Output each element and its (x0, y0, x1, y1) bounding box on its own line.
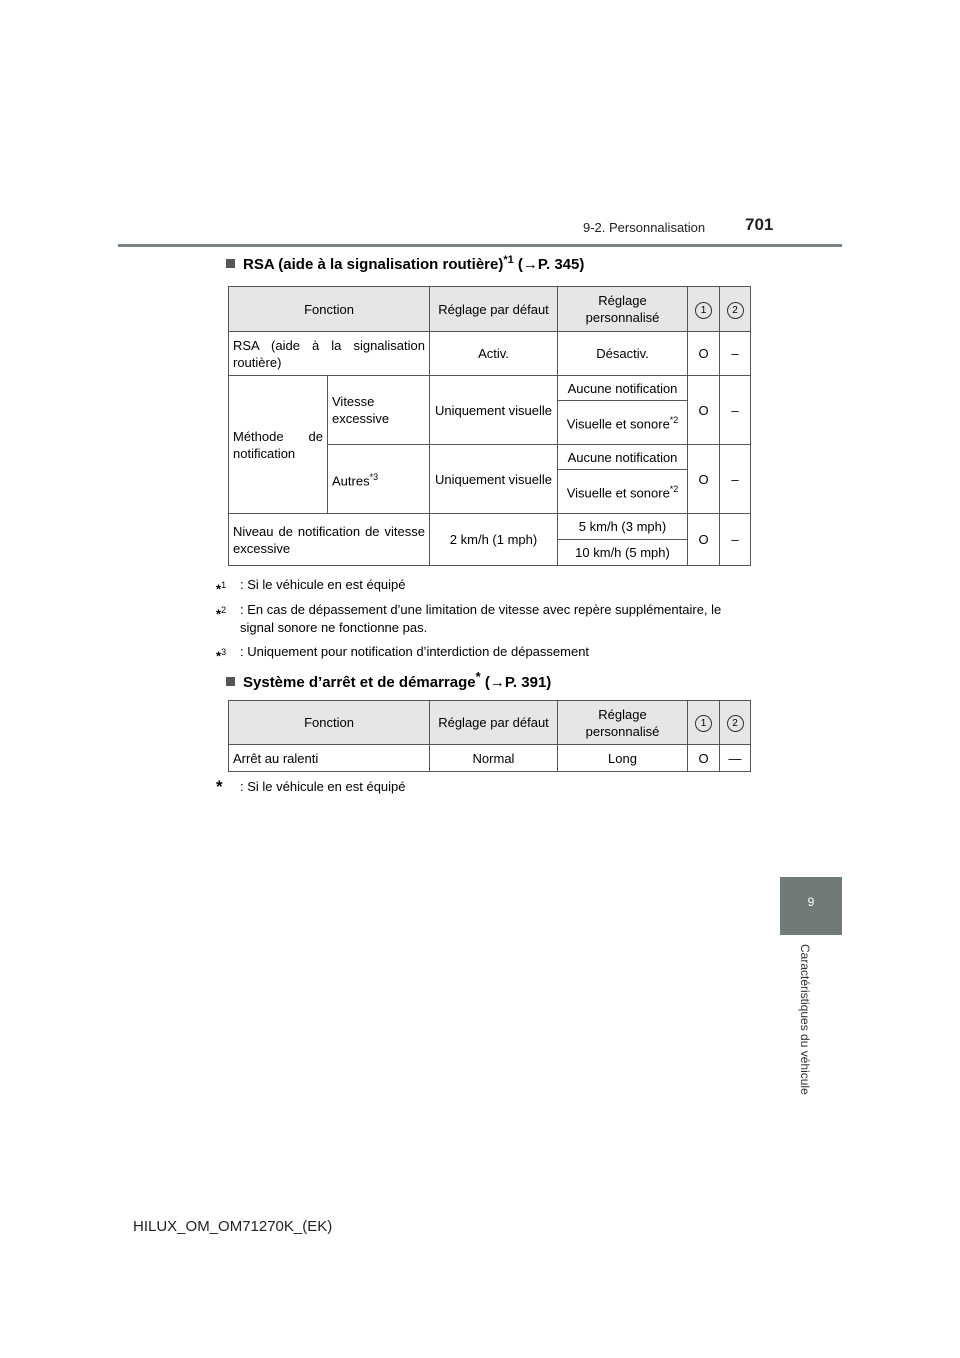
cell-rsa-default: Activ. (430, 332, 558, 376)
cell-other-c1: O (688, 445, 720, 514)
col-custom: Réglage personnalisé (558, 701, 688, 745)
cell-rsa-c1: O (688, 332, 720, 376)
document-code: HILUX_OM_OM71270K_(EK) (133, 1218, 333, 1235)
cell-other-c2: – (720, 445, 751, 514)
cell-rsa-custom: Désactiv. (558, 332, 688, 376)
circled-1-icon: 1 (695, 302, 712, 319)
footnote-mark: *3 (369, 471, 379, 482)
chapter-number: 9 (807, 895, 815, 909)
circled-1-icon: 1 (695, 715, 712, 732)
page-reference-link[interactable]: (→P. 391) (484, 674, 552, 691)
cell-method-label: Méthode de notification (229, 376, 328, 514)
cell-idle-label: Arrêt au ralenti (229, 745, 430, 772)
col-custom: Réglage personnalisé (558, 287, 688, 332)
page-number: 701 (745, 215, 774, 234)
cell-idle-c2: — (720, 745, 751, 772)
header-divider (118, 244, 842, 247)
circled-2-icon: 2 (727, 302, 744, 319)
footnote-mark: *2 (669, 415, 679, 426)
square-bullet-icon (226, 259, 235, 268)
cell-speed-default: Uniquement visuelle (430, 376, 558, 445)
rsa-settings-table (228, 286, 751, 566)
cell-speed-opt2: Visuelle et sonore$^{*2}$ (558, 401, 688, 445)
cell-level-label: Niveau de notification de vitesse excessive (229, 514, 430, 566)
cell-level-opt1: 5 km/h (3 mph) (558, 514, 688, 540)
stop-start-settings-table (228, 700, 751, 772)
footnote-1: *$^1$ : Si le véhicule en est équipé (216, 577, 406, 597)
cell-rsa-c2: – (720, 332, 751, 376)
footnote-mark: * (475, 669, 481, 684)
square-bullet-icon (226, 677, 235, 686)
cell-rsa-label: RSA (aide à la signalisation routière) (229, 332, 430, 376)
table-row (229, 376, 751, 401)
circled-2-icon: 2 (727, 715, 744, 732)
cell-idle-c1: O (688, 745, 720, 772)
col-fonction: Fonction (229, 701, 430, 745)
cell-speed-c2: – (720, 376, 751, 445)
table-row (229, 332, 751, 376)
table-row (229, 514, 751, 540)
footnote-mark: *1 (503, 254, 514, 266)
col-default: Réglage par défaut (430, 701, 558, 745)
cell-idle-default: Normal (430, 745, 558, 772)
section-rsa-title: RSA (aide à la signalisation routière)$^{*1}$ (→P. 345) (226, 254, 584, 273)
table-header-row (229, 287, 751, 332)
chapter-title: Caractéristiques du véhicule (798, 944, 812, 1095)
cell-other-opt2: Visuelle et sonore$^{*2}$ (558, 470, 688, 514)
header-section-title: 9-2. Personnalisation (583, 220, 706, 235)
cell-level-c2: – (720, 514, 751, 566)
col-fonction: Fonction (229, 287, 430, 332)
cell-speed-label: Vitesse excessive (328, 376, 430, 445)
cell-level-c1: O (688, 514, 720, 566)
cell-idle-custom: Long (558, 745, 688, 772)
cell-level-default: 2 km/h (1 mph) (430, 514, 558, 566)
footnote-2: *$^2$ : En cas de dépassement d’une limitation de vitesse avec repère supplémentaire, le signal sonore ne fonctionne pas. (216, 602, 722, 635)
cell-other-default: Uniquement visuelle (430, 445, 558, 514)
footnote-3: *$^3$ : Uniquement pour notification d’interdiction de dépassement (216, 644, 590, 664)
cell-speed-c1: O (688, 376, 720, 445)
chapter-tab[interactable] (780, 877, 842, 935)
section-stop-start-title: Système d’arrêt et de démarrage* (→P. 391) (226, 669, 551, 691)
cell-speed-opt1: Aucune notification (558, 376, 688, 401)
footnote-stop-start: * : Si le véhicule en est équipé (216, 777, 406, 796)
table-header-row (229, 701, 751, 745)
cell-other-label: Autres$^{*3}$ (328, 445, 430, 514)
cell-level-opt2: 10 km/h (5 mph) (558, 540, 688, 566)
table-row (229, 745, 751, 772)
col-default: Réglage par défaut (430, 287, 558, 332)
cell-other-opt1: Aucune notification (558, 445, 688, 470)
page-reference-link[interactable]: (→P. 345) (517, 256, 585, 273)
footnote-mark: *2 (669, 484, 679, 495)
